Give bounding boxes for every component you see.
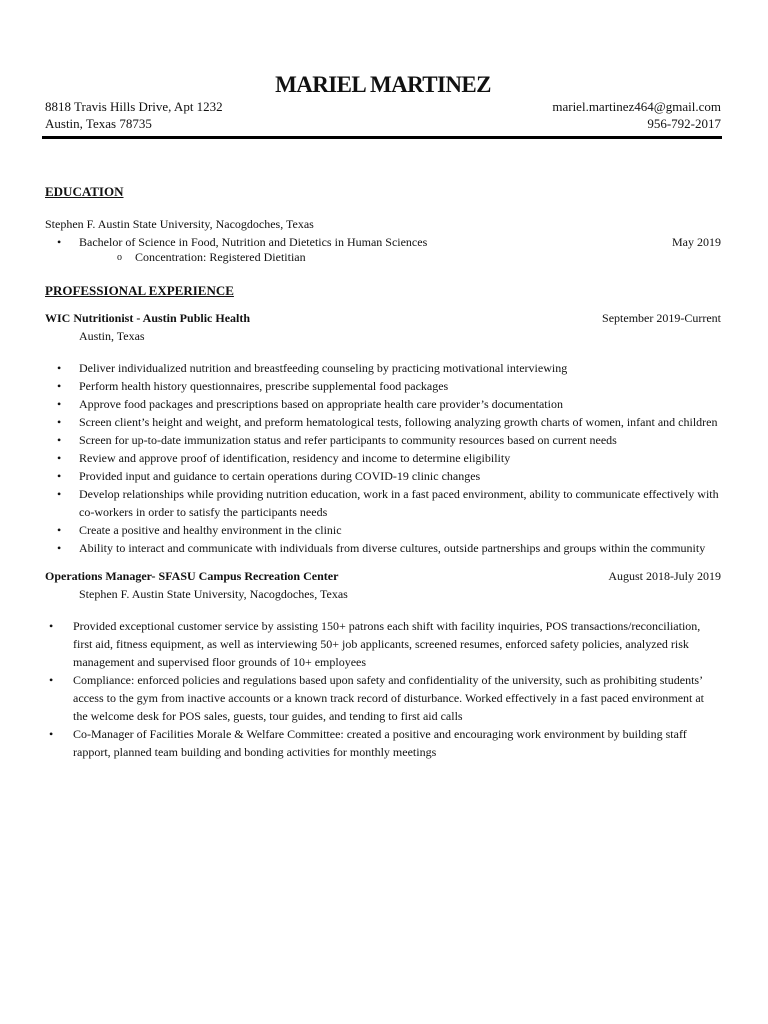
- resume-page: [45, 70, 721, 761]
- job-bullet: • Co-Manager of Facilities Morale & Welfare Committee: created a positive and encouraging work environment by building staff rapport, planned team building and bonding activities for monthly meetings: [45, 725, 721, 761]
- education-heading: EDUCATION: [45, 184, 124, 199]
- address-line-2: Austin, Texas 78735: [45, 116, 152, 131]
- job-location: Stephen F. Austin State University, Nacogdoches, Texas: [79, 587, 348, 601]
- job-entry: [45, 309, 721, 557]
- job-bullet: • Screen for up-to-date immunization status and refer participants to community resources based on current needs: [45, 431, 721, 449]
- job-bullet: • Compliance: enforced policies and regulations based upon safety and confidentiality of the university, such as prohibiting students’ access to the gym from inactive accounts or a known track record of disturbance. Worked effectively in a fast paced environment at the welcome desk for POS sales, guests, tour guides, and tending to first aid calls: [45, 671, 721, 725]
- job-bullet: • Ability to interact and communicate with individuals from diverse cultures, outside partnerships and groups within the community: [45, 539, 721, 557]
- job-entry: [45, 567, 721, 761]
- address-line-1: 8818 Travis Hills Drive, Apt 1232: [45, 99, 223, 114]
- degree-date: May 2019: [672, 235, 721, 249]
- degree-item: [45, 233, 721, 251]
- job-bullet: • Review and approve proof of identification, residency and income to determine eligibility: [45, 449, 721, 467]
- job-title: Operations Manager- SFASU Campus Recreation Center: [45, 569, 339, 583]
- job-header: [45, 567, 721, 585]
- job-header: [45, 309, 721, 327]
- job-bullet: • Approve food packages and prescriptions based on appropriate health care provider’s documentation: [45, 395, 721, 413]
- contact-info: [552, 98, 721, 132]
- job-title: WIC Nutritionist - Austin Public Health: [45, 311, 251, 325]
- school-name: Stephen F. Austin State University, Nacogdoches, Texas: [45, 217, 314, 231]
- email: mariel.martinez464@gmail.com: [552, 99, 721, 114]
- header-divider: [42, 136, 722, 139]
- job-bullet: • Deliver individualized nutrition and breastfeeding counseling by practicing motivational interviewing: [45, 359, 721, 377]
- job-dates: September 2019-Current: [602, 311, 721, 325]
- address: [45, 98, 223, 132]
- job-bullet: • Develop relationships while providing nutrition education, work in a fast paced environment, ability to communicate effectively with co-workers in order to satisfy the participants needs: [45, 485, 721, 521]
- experience-heading: PROFESSIONAL EXPERIENCE: [45, 283, 234, 298]
- job-bullet: • Provided exceptional customer service by assisting 150+ patrons each shift with facility inquiries, POS transactions/reconciliation, first aid, fitness equipment, as well as interviewing 50+ job applicants, screened resumes, enforced safety policies, analyzed risk management and supervised floor grounds of 10+ employees: [45, 617, 721, 671]
- job-bullet: • Screen client’s height and weight, and preform hematological tests, following analyzing growth charts of women, infant and children: [45, 413, 721, 431]
- job-bullet: • Create a positive and healthy environment in the clinic: [45, 521, 721, 539]
- job-location: Austin, Texas: [79, 329, 145, 343]
- phone: 956-792-2017: [647, 116, 721, 131]
- job-bullet: • Provided input and guidance to certain operations during COVID-19 clinic changes: [45, 467, 721, 485]
- contact-block: [45, 98, 721, 132]
- job-bullet: • Perform health history questionnaires, prescribe supplemental food packages: [45, 377, 721, 395]
- degree-text: • Bachelor of Science in Food, Nutrition and Dietetics in Human Sciences: [79, 235, 428, 249]
- experience-section: [45, 282, 721, 761]
- concentration-item: o Concentration: Registered Dietitian: [45, 251, 721, 264]
- education-section: [45, 183, 721, 264]
- job-dates: August 2018-July 2019: [608, 569, 721, 583]
- resume-name: MARIEL MARTINEZ: [275, 72, 491, 97]
